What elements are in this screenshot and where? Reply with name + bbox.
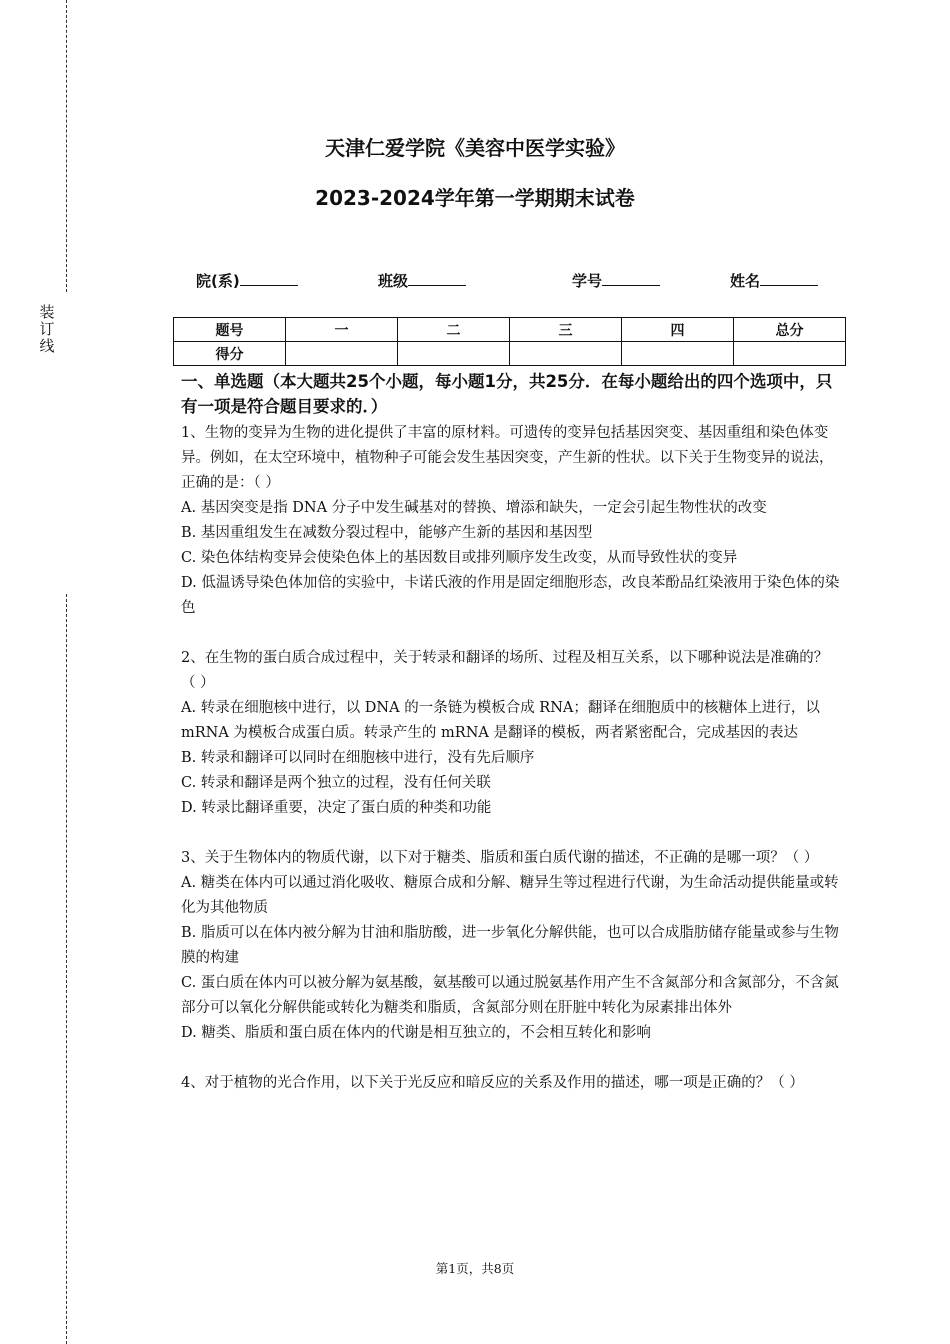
option-a: A. 基因突变是指 DNA 分子中发生碱基对的替换、增添和缺失，一定会引起生物性状的改变 bbox=[181, 500, 767, 516]
binding-label bbox=[38, 304, 56, 355]
page-footer: 第1页，共8页 bbox=[435, 1261, 515, 1276]
option-c: C. 蛋白质在体内可以被分解为氨基酸，氨基酸可以通过脱氨基作用产生不含氮部分和含氮部分，不含氮部分可以氧化分解供能或转化为糖类和脂质，含氮部分则在肝脏中转化为尿素排出体外 bbox=[181, 975, 839, 1016]
department-blank[interactable] bbox=[240, 271, 298, 286]
question-3 bbox=[181, 846, 841, 1046]
class-blank[interactable] bbox=[408, 271, 466, 286]
score-cell[interactable] bbox=[286, 342, 398, 366]
score-header-cell: 四 bbox=[622, 318, 734, 342]
binding-dashed-line-bottom bbox=[66, 594, 67, 1344]
binding-char: 订 bbox=[39, 320, 55, 338]
option-b: B. 脂质可以在体内被分解为甘油和脂肪酸，进一步氧化分解供能，也可以合成脂肪储存能量或参与生物膜的构建 bbox=[181, 925, 839, 966]
exam-title: 天津仁爱学院《美容中医学实验》 bbox=[325, 136, 625, 160]
option-b: B. 基因重组发生在减数分裂过程中，能够产生新的基因和基因型 bbox=[181, 525, 593, 541]
exam-content bbox=[181, 369, 841, 1096]
option-d: D. 转录比翻译重要，决定了蛋白质的种类和功能 bbox=[181, 800, 492, 816]
score-header-cell: 二 bbox=[398, 318, 510, 342]
binding-char: 线 bbox=[39, 337, 55, 355]
question-1 bbox=[181, 421, 841, 621]
score-table bbox=[173, 317, 846, 366]
department-label: 院(系) bbox=[196, 272, 240, 290]
department-field[interactable] bbox=[196, 270, 298, 291]
question-stem: 1、生物的变异为生物的进化提供了丰富的原材料。可遗传的变异包括基因突变、基因重组和染色体变异。例如，在太空环境中，植物种子可能会发生基因突变，产生新的性状。以下关于生物变异的说法，正确的是：（ ） bbox=[181, 425, 834, 491]
option-c: C. 染色体结构变异会使染色体上的基因数目或排列顺序发生改变，从而导致性状的变异 bbox=[181, 550, 738, 566]
score-header-cell: 总分 bbox=[734, 318, 846, 342]
score-header-cell: 题号 bbox=[174, 318, 286, 342]
score-cell[interactable] bbox=[398, 342, 510, 366]
name-field[interactable] bbox=[730, 270, 818, 291]
question-stem: 2、在生物的蛋白质合成过程中，关于转录和翻译的场所、过程及相互关系，以下哪种说法是准确的？（ ） bbox=[181, 650, 829, 691]
score-table-header-row bbox=[174, 318, 846, 342]
name-label: 姓名 bbox=[730, 272, 761, 290]
question-stem: 4、对于植物的光合作用，以下关于光反应和暗反应的关系及作用的描述，哪一项是正确的？（ ） bbox=[181, 1075, 804, 1091]
name-blank[interactable] bbox=[760, 271, 818, 286]
option-d: D. 糖类、脂质和蛋白质在体内的代谢是相互独立的，不会相互转化和影响 bbox=[181, 1025, 651, 1041]
student-id-field[interactable] bbox=[572, 270, 660, 291]
option-d: D. 低温诱导染色体加倍的实验中，卡诺氏液的作用是固定细胞形态，改良苯酚品红染液用于染色体的染色 bbox=[181, 575, 840, 616]
option-a: A. 转录在细胞核中进行，以 DNA 的一条链为模板合成 RNA；翻译在细胞质中的核糖体上进行，以 mRNA 为模板合成蛋白质。转录产生的 mRNA 是翻译的模板，两者紧密配合，完成基因的表达 bbox=[181, 700, 820, 741]
class-label: 班级 bbox=[378, 272, 409, 290]
student-id-label: 学号 bbox=[572, 272, 603, 290]
score-row-label: 得分 bbox=[174, 342, 286, 366]
score-cell[interactable] bbox=[734, 342, 846, 366]
binding-char: 装 bbox=[39, 303, 55, 321]
class-field[interactable] bbox=[378, 270, 466, 291]
score-table-score-row bbox=[174, 342, 846, 366]
score-cell[interactable] bbox=[622, 342, 734, 366]
score-header-cell: 一 bbox=[286, 318, 398, 342]
question-2 bbox=[181, 646, 841, 821]
question-stem: 3、关于生物体内的物质代谢，以下对于糖类、脂质和蛋白质代谢的描述，不正确的是哪一项？（ ） bbox=[181, 850, 819, 866]
question-4 bbox=[181, 1071, 841, 1096]
student-id-blank[interactable] bbox=[602, 271, 660, 286]
option-b: B. 转录和翻译可以同时在细胞核中进行，没有先后顺序 bbox=[181, 750, 535, 766]
score-header-cell: 三 bbox=[510, 318, 622, 342]
section-heading: 一、单选题（本大题共25个小题，每小题1分，共25分．在每小题给出的四个选项中，只有一项是符合题目要求的．） bbox=[181, 372, 833, 416]
option-c: C. 转录和翻译是两个独立的过程，没有任何关联 bbox=[181, 775, 491, 791]
score-cell[interactable] bbox=[510, 342, 622, 366]
option-a: A. 糖类在体内可以通过消化吸收、糖原合成和分解、糖异生等过程进行代谢，为生命活动提供能量或转化为其他物质 bbox=[181, 875, 839, 916]
exam-subtitle: 2023-2024学年第一学期期末试卷 bbox=[315, 186, 635, 210]
